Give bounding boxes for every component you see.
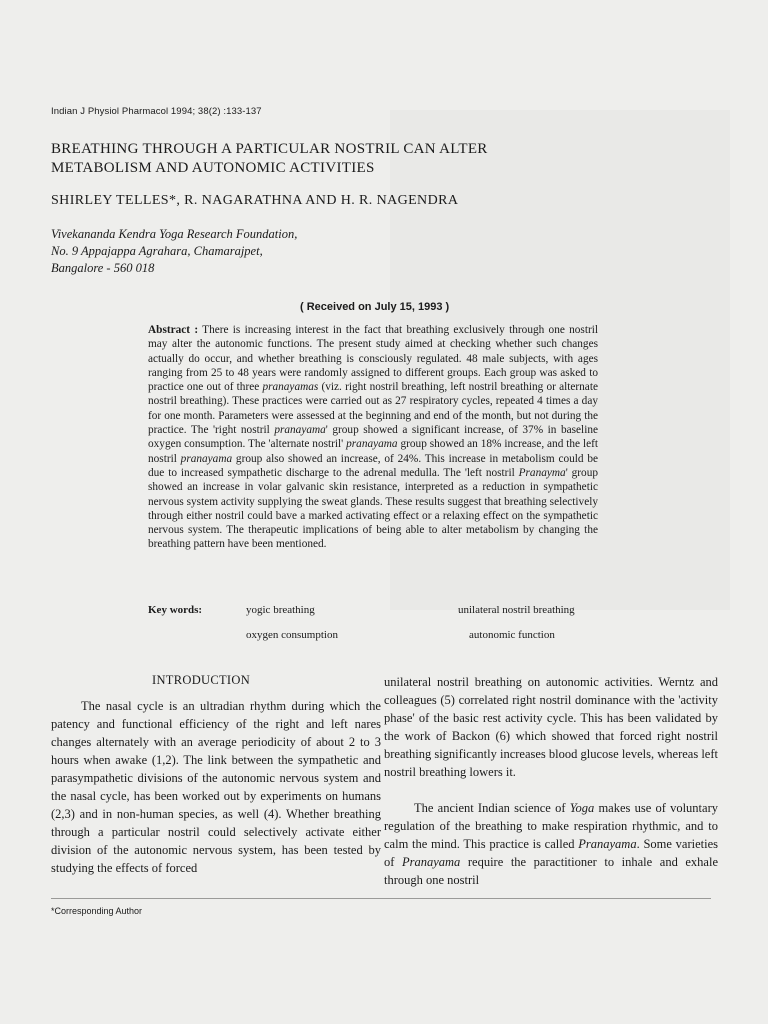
abstract-text: (viz. right nostril breathing, left nostril breathing or alternate nostril breathing). These practices were carried out as 27 respiratory cycles, repeated 4 times a day for one month. Parameters were assessed at the beginning and end of the month, but not during the practice. The 'right nostril bbox=[148, 381, 598, 437]
abstract-emphasis: pranayama bbox=[274, 424, 326, 437]
body-emphasis: Pranayama bbox=[401, 855, 461, 869]
body-emphasis: Pranayama bbox=[578, 837, 637, 851]
section-heading-introduction: INTRODUCTION bbox=[152, 673, 251, 687]
body-text: . Some varieties of bbox=[384, 837, 718, 869]
article-title bbox=[51, 140, 691, 178]
keyword: oxygen consumption bbox=[246, 629, 338, 641]
abstract-emphasis: pranayamas bbox=[262, 381, 319, 394]
body-column-left bbox=[51, 697, 381, 877]
keyword: yogic breathing bbox=[246, 604, 315, 616]
body-paragraph bbox=[384, 799, 718, 889]
keyword: autonomic function bbox=[469, 629, 555, 641]
author-affiliation bbox=[51, 226, 297, 277]
journal-citation: Indian J Physiol Pharmacol 1994; 38(2) :133-137 bbox=[51, 106, 262, 117]
abstract bbox=[148, 323, 598, 552]
footnote: *Corresponding Author bbox=[51, 906, 143, 916]
abstract-text: ' group showed a significant increase, of 37% in baseline oxygen consumption. The 'alternate nostril' bbox=[148, 424, 598, 451]
abstract-text: There is increasing interest in the fact that breathing exclusively through one nostril may alter the autonomic functions. The present study aimed at checking whether such changes actually do occur, and whether breathing is consciously regulated. 48 male subjects, with ages ranging from 25 to 48 years were randomly assigned to different groups. Each group was asked to practice one out of three bbox=[148, 324, 599, 394]
affiliation-line-3: Bangalore - 560 018 bbox=[51, 261, 155, 275]
body-paragraph: unilateral nostril breathing on autonomic activities. Werntz and colleagues (5) correlated right nostril dominance with the 'activity phase' of the basic rest activity cycle. This has been validated by the work of Backon (6) which showed that forced right nostril breathing significantly increases blood glucose levels, whereas left nostril breathing lowers it. bbox=[384, 675, 718, 779]
author-list: SHIRLEY TELLES*, R. NAGARATHNA AND H. R. NAGENDRA bbox=[51, 193, 459, 208]
abstract-text: ' group showed an increase in volar galvanic skin resistance, interpreted as a reduction in sympathetic nervous system activity supplying the sweat glands. These results suggest that breathing selectively through either nostril could bave a marked activating effect or a relaxing effect on the sympathetic nervous system. The therapeutic implications of being able to alter metabolism by changing the breathing pattern have been mentioned. bbox=[148, 466, 598, 551]
abstract-text: group showed an 18% increase, and the left nostril bbox=[148, 438, 598, 465]
received-date: ( Received on July 15, 1993 ) bbox=[300, 301, 450, 313]
abstract-text: group also showed an increase, of 24%. This increase in metabolism could be due to increased sympathetic discharge to the adrenal medulla. The 'left nostril bbox=[148, 452, 599, 479]
body-paragraph: The nasal cycle is an ultradian rhythm during which the patency and functional efficiency of the right and left nares changes alternately with an average periodicity of about 2 to 3 hours when awake (1,2). The link between the sympathetic and parasympathetic divisions of the autonomic nervous system and the nasal cycle, has been worked out by experiments on humans (2,3) and in non-human species, as well (4). Whether breathing through a particular nostril could selectively activate either division of the autonomic nervous system, has been tested by studying the effects of forced bbox=[51, 699, 381, 875]
body-text: require the paractitioner to inhale and exhale through one nostril bbox=[384, 855, 718, 887]
body-text: makes use of voluntary regulation of the breathing to make respiration rhythmic, and to calm the mind. This practice is called bbox=[384, 801, 718, 851]
body-text: The ancient Indian science of bbox=[414, 801, 570, 815]
keywords-label: Key words: bbox=[148, 604, 203, 616]
affiliation-line-2: No. 9 Appajappa Agrahara, Chamarajpet, bbox=[51, 244, 263, 258]
footnote-divider bbox=[51, 898, 711, 899]
affiliation-line-1: Vivekananda Kendra Yoga Research Foundation, bbox=[51, 227, 298, 241]
abstract-emphasis: pranayama bbox=[180, 452, 233, 465]
body-emphasis: Yoga bbox=[569, 801, 595, 815]
abstract-label: Abstract : bbox=[148, 324, 199, 336]
article-title-line-1: BREATHING THROUGH A PARTICULAR NOSTRIL CAN ALTER bbox=[51, 141, 488, 157]
keyword: unilateral nostril breathing bbox=[458, 604, 575, 616]
abstract-emphasis: Pranayma bbox=[518, 466, 566, 479]
body-column-right bbox=[384, 673, 718, 889]
article-title-line-2: METABOLISM AND AUTONOMIC ACTIVITIES bbox=[51, 160, 375, 176]
abstract-emphasis: pranayama bbox=[346, 438, 398, 451]
